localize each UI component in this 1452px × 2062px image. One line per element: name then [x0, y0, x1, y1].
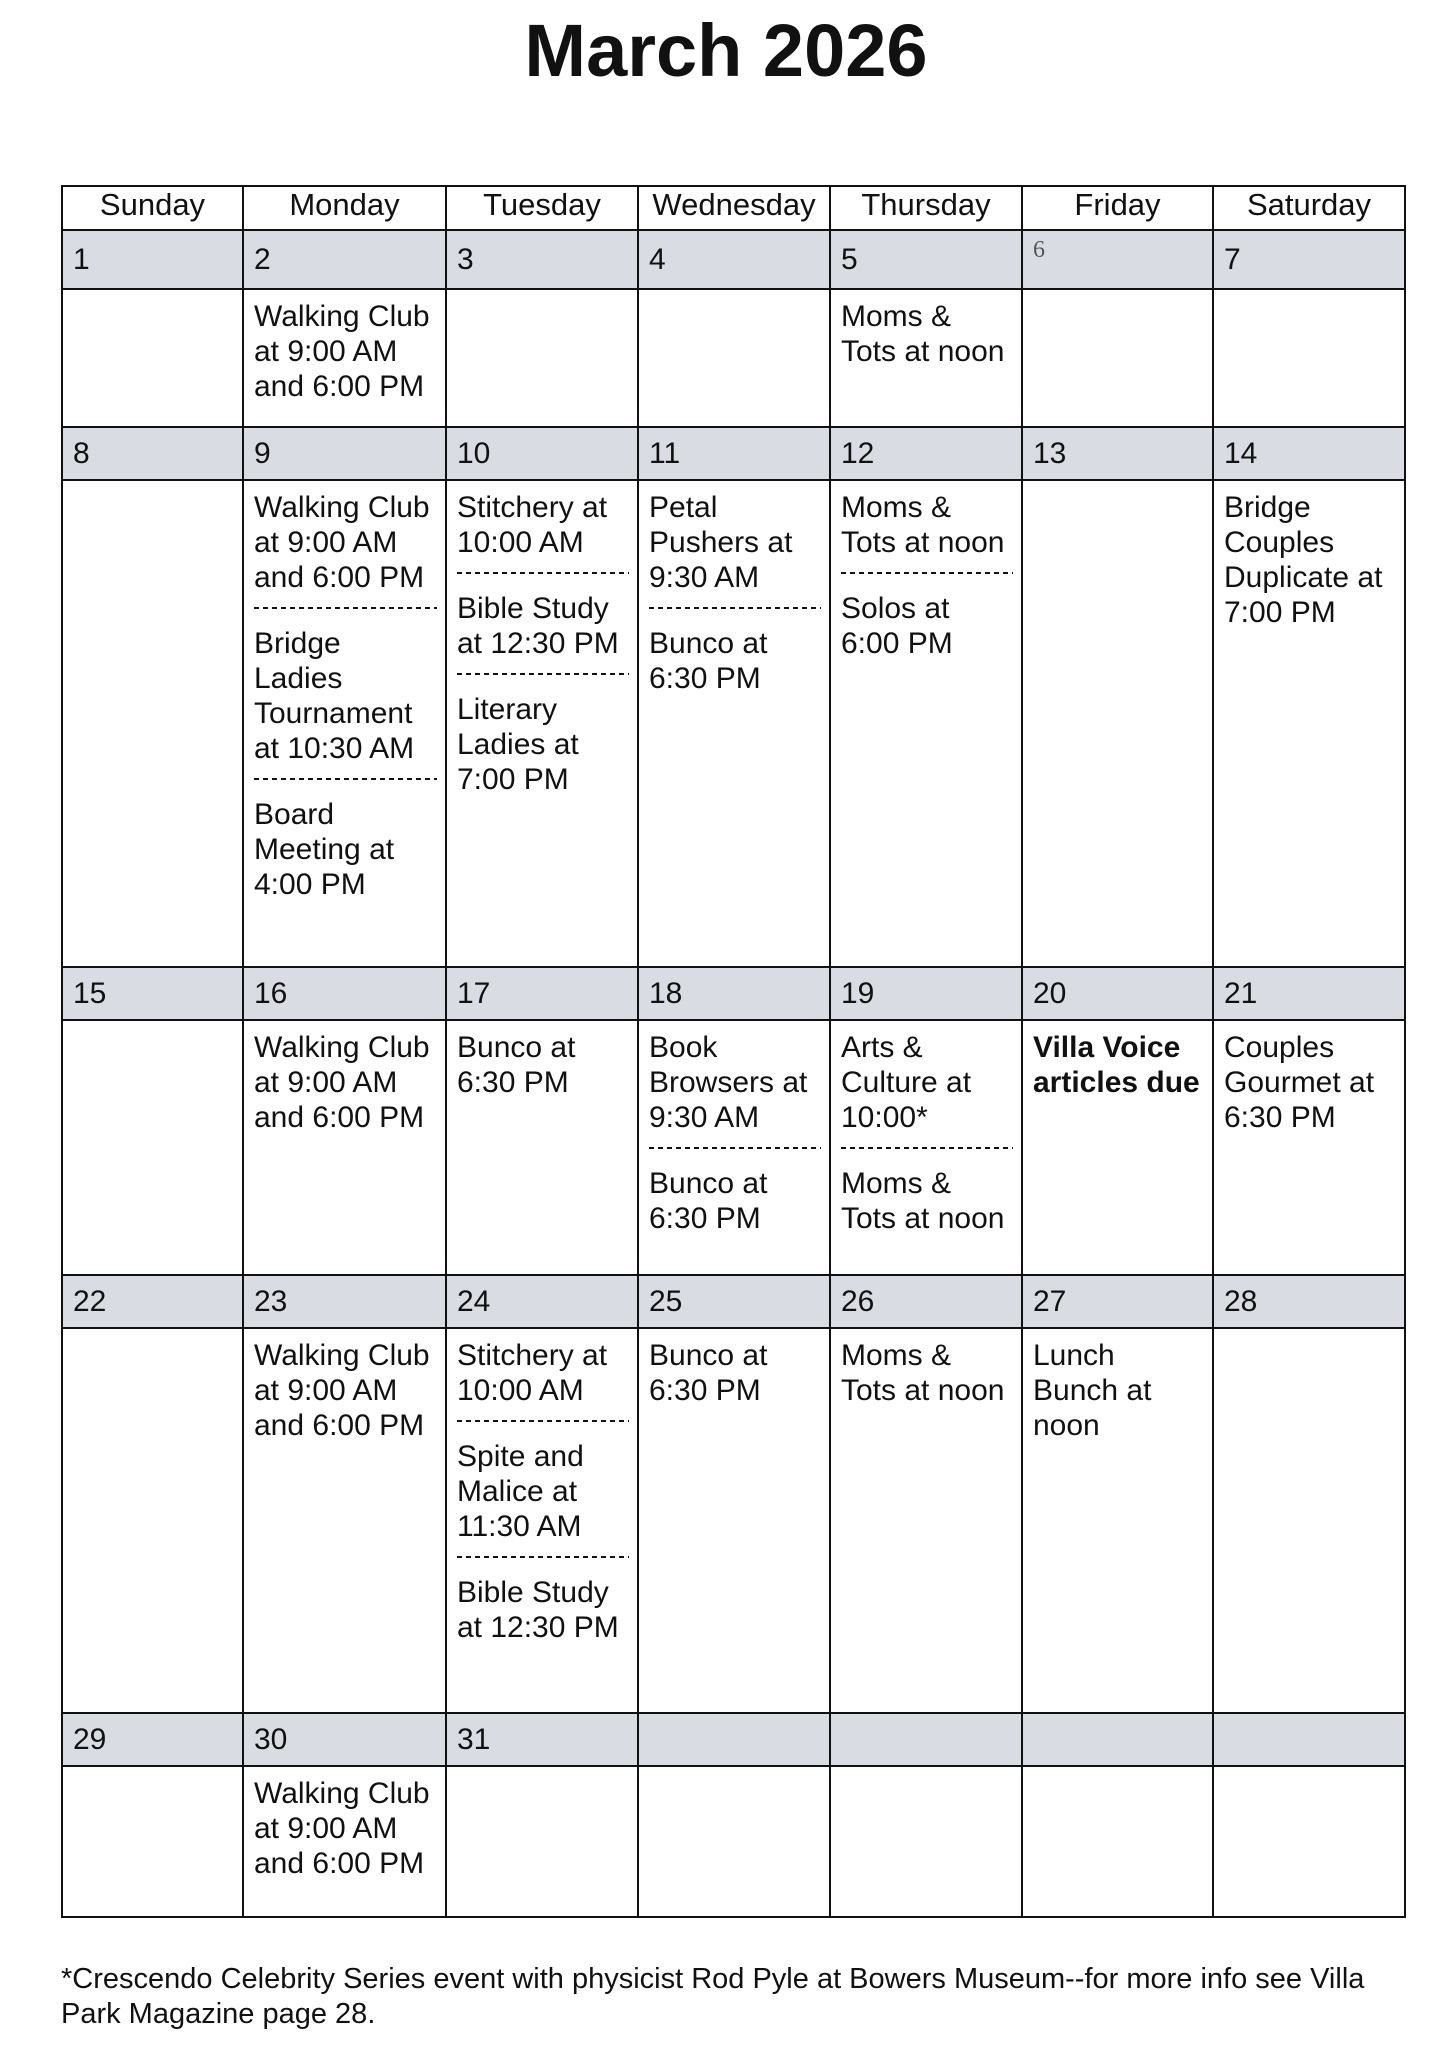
- day-events: [830, 480, 1022, 967]
- day-events: [638, 1766, 830, 1917]
- event-item: Couples Gourmet at 6:30 PM: [1224, 1031, 1375, 1134]
- date-number: [1213, 1713, 1405, 1766]
- day-events: [1022, 1020, 1213, 1275]
- day-events: [446, 1020, 638, 1275]
- event-item: Book Browsers at 9:30 AM: [649, 1031, 808, 1134]
- date-number: 14: [1213, 427, 1405, 480]
- day-events: [446, 480, 638, 967]
- day-events: [1213, 1020, 1405, 1275]
- week-3-date-row: [62, 967, 1405, 1020]
- event-item: Walking Club at 9:00 AM and 6:00 PM: [254, 491, 430, 594]
- date-number: 30: [243, 1713, 446, 1766]
- date-number: 8: [62, 427, 243, 480]
- weekday-friday: Friday: [1022, 186, 1213, 230]
- day-events: [446, 289, 638, 427]
- day-events: [1022, 480, 1213, 967]
- week-5-date-row: [62, 1713, 1405, 1766]
- day-events: [638, 1328, 830, 1713]
- date-number: 29: [62, 1713, 243, 1766]
- event-item-deadline: Villa Voice articles due: [1033, 1031, 1200, 1099]
- day-events: [446, 1328, 638, 1713]
- date-number: 7: [1213, 230, 1405, 289]
- date-number: 22: [62, 1275, 243, 1328]
- event-item: Lunch Bunch at noon: [1033, 1339, 1152, 1442]
- weekday-tuesday: Tuesday: [446, 186, 638, 230]
- day-events: [62, 1328, 243, 1713]
- event-item: Bridge Couples Duplicate at 7:00 PM: [1224, 491, 1383, 629]
- event-separator: [254, 603, 437, 613]
- event-separator: [457, 568, 629, 578]
- date-number: 13: [1022, 427, 1213, 480]
- day-events: [243, 1328, 446, 1713]
- date-number: [1022, 1713, 1213, 1766]
- calendar-title: March 2026: [524, 9, 928, 92]
- date-number: 28: [1213, 1275, 1405, 1328]
- event-item: Walking Club at 9:00 AM and 6:00 PM: [254, 1777, 430, 1880]
- date-number: 27: [1022, 1275, 1213, 1328]
- day-events: [1213, 1766, 1405, 1917]
- weekday-saturday: Saturday: [1213, 186, 1405, 230]
- day-events: [638, 480, 830, 967]
- day-events: [830, 1766, 1022, 1917]
- date-number: 24: [446, 1275, 638, 1328]
- date-number: 23: [243, 1275, 446, 1328]
- day-events: [1213, 289, 1405, 427]
- date-number: [638, 1713, 830, 1766]
- week-3-events-row: [62, 1020, 1405, 1275]
- event-item: Solos at 6:00 PM: [841, 592, 953, 660]
- week-2-events-row: [62, 480, 1405, 967]
- week-1-events-row: [62, 289, 1405, 427]
- day-events: [638, 1020, 830, 1275]
- event-separator: [649, 1143, 821, 1153]
- date-number: 1: [62, 230, 243, 289]
- event-item: Literary Ladies at 7:00 PM: [457, 693, 579, 796]
- weekday-wednesday: Wednesday: [638, 186, 830, 230]
- event-item: Arts & Culture at 10:00*: [841, 1031, 972, 1134]
- event-item: Walking Club at 9:00 AM and 6:00 PM: [254, 300, 430, 403]
- event-item: Walking Club at 9:00 AM and 6:00 PM: [254, 1339, 430, 1442]
- weekday-sunday: Sunday: [62, 186, 243, 230]
- event-separator: [649, 603, 821, 613]
- event-item: Walking Club at 9:00 AM and 6:00 PM: [254, 1031, 430, 1134]
- event-item: Moms & Tots at noon: [841, 491, 1005, 559]
- event-item: Moms & Tots at noon: [841, 1167, 1005, 1235]
- date-number: 21: [1213, 967, 1405, 1020]
- week-4-date-row: [62, 1275, 1405, 1328]
- day-events: [638, 289, 830, 427]
- day-events: [1213, 1328, 1405, 1713]
- date-number: 11: [638, 427, 830, 480]
- event-separator: [254, 774, 437, 784]
- event-item: Bible Study at 12:30 PM: [457, 1576, 619, 1644]
- day-events: [1022, 289, 1213, 427]
- event-item: Stitchery at 10:00 AM: [457, 491, 608, 559]
- weekday-monday: Monday: [243, 186, 446, 230]
- date-number: 12: [830, 427, 1022, 480]
- date-number: [830, 1713, 1022, 1766]
- date-number: 4: [638, 230, 830, 289]
- date-number: 9: [243, 427, 446, 480]
- date-number: 2: [243, 230, 446, 289]
- date-number: 26: [830, 1275, 1022, 1328]
- day-events: [243, 1766, 446, 1917]
- event-item: Moms & Tots at noon: [841, 1339, 1005, 1407]
- event-item: Bunco at 6:30 PM: [649, 627, 768, 695]
- day-events: [830, 1328, 1022, 1713]
- event-item: Board Meeting at 4:00 PM: [254, 798, 395, 901]
- day-events: [243, 1020, 446, 1275]
- day-events: [243, 480, 446, 967]
- day-events: [446, 1766, 638, 1917]
- date-number: 25: [638, 1275, 830, 1328]
- date-number: 31: [446, 1713, 638, 1766]
- event-item: Bible Study at 12:30 PM: [457, 592, 619, 660]
- date-number: 15: [62, 967, 243, 1020]
- weekday-header-row: [62, 186, 1405, 230]
- event-item: Moms & Tots at noon: [841, 300, 1005, 368]
- day-events: [62, 1020, 243, 1275]
- event-item: Bunco at 6:30 PM: [457, 1031, 576, 1099]
- day-events: [243, 289, 446, 427]
- calendar-grid: [61, 185, 1406, 1918]
- event-item: Petal Pushers at 9:30 AM: [649, 491, 793, 594]
- event-item: Spite and Malice at 11:30 AM: [457, 1440, 584, 1543]
- date-number: 18: [638, 967, 830, 1020]
- event-item: Bridge Ladies Tournament at 10:30 AM: [254, 627, 415, 765]
- event-item: Bunco at 6:30 PM: [649, 1167, 768, 1235]
- event-item: Stitchery at 10:00 AM: [457, 1339, 608, 1407]
- day-events: [1213, 480, 1405, 967]
- week-1-date-row: [62, 230, 1405, 289]
- date-number: 5: [830, 230, 1022, 289]
- date-number: 20: [1022, 967, 1213, 1020]
- date-number: 6: [1022, 230, 1213, 289]
- day-events: [830, 289, 1022, 427]
- event-item: Bunco at 6:30 PM: [649, 1339, 768, 1407]
- date-number: 17: [446, 967, 638, 1020]
- date-number: 16: [243, 967, 446, 1020]
- week-5-events-row: [62, 1766, 1405, 1917]
- day-events: [62, 1766, 243, 1917]
- week-2-date-row: [62, 427, 1405, 480]
- day-events: [1022, 1328, 1213, 1713]
- event-separator: [841, 1143, 1013, 1153]
- weekday-thursday: Thursday: [830, 186, 1022, 230]
- footnote: *Crescendo Celebrity Series event with physicist Rod Pyle at Bowers Museum--for more info see Villa Park Magazine page 28.: [61, 1963, 1365, 2030]
- week-4-events-row: [62, 1328, 1405, 1713]
- day-events: [1022, 1766, 1213, 1917]
- event-separator: [457, 1416, 629, 1426]
- day-events: [830, 1020, 1022, 1275]
- date-number: 19: [830, 967, 1022, 1020]
- day-events: [62, 289, 243, 427]
- day-events: [62, 480, 243, 967]
- date-number: 10: [446, 427, 638, 480]
- date-number: 3: [446, 230, 638, 289]
- event-separator: [457, 669, 629, 679]
- event-separator: [457, 1552, 629, 1562]
- event-separator: [841, 568, 1013, 578]
